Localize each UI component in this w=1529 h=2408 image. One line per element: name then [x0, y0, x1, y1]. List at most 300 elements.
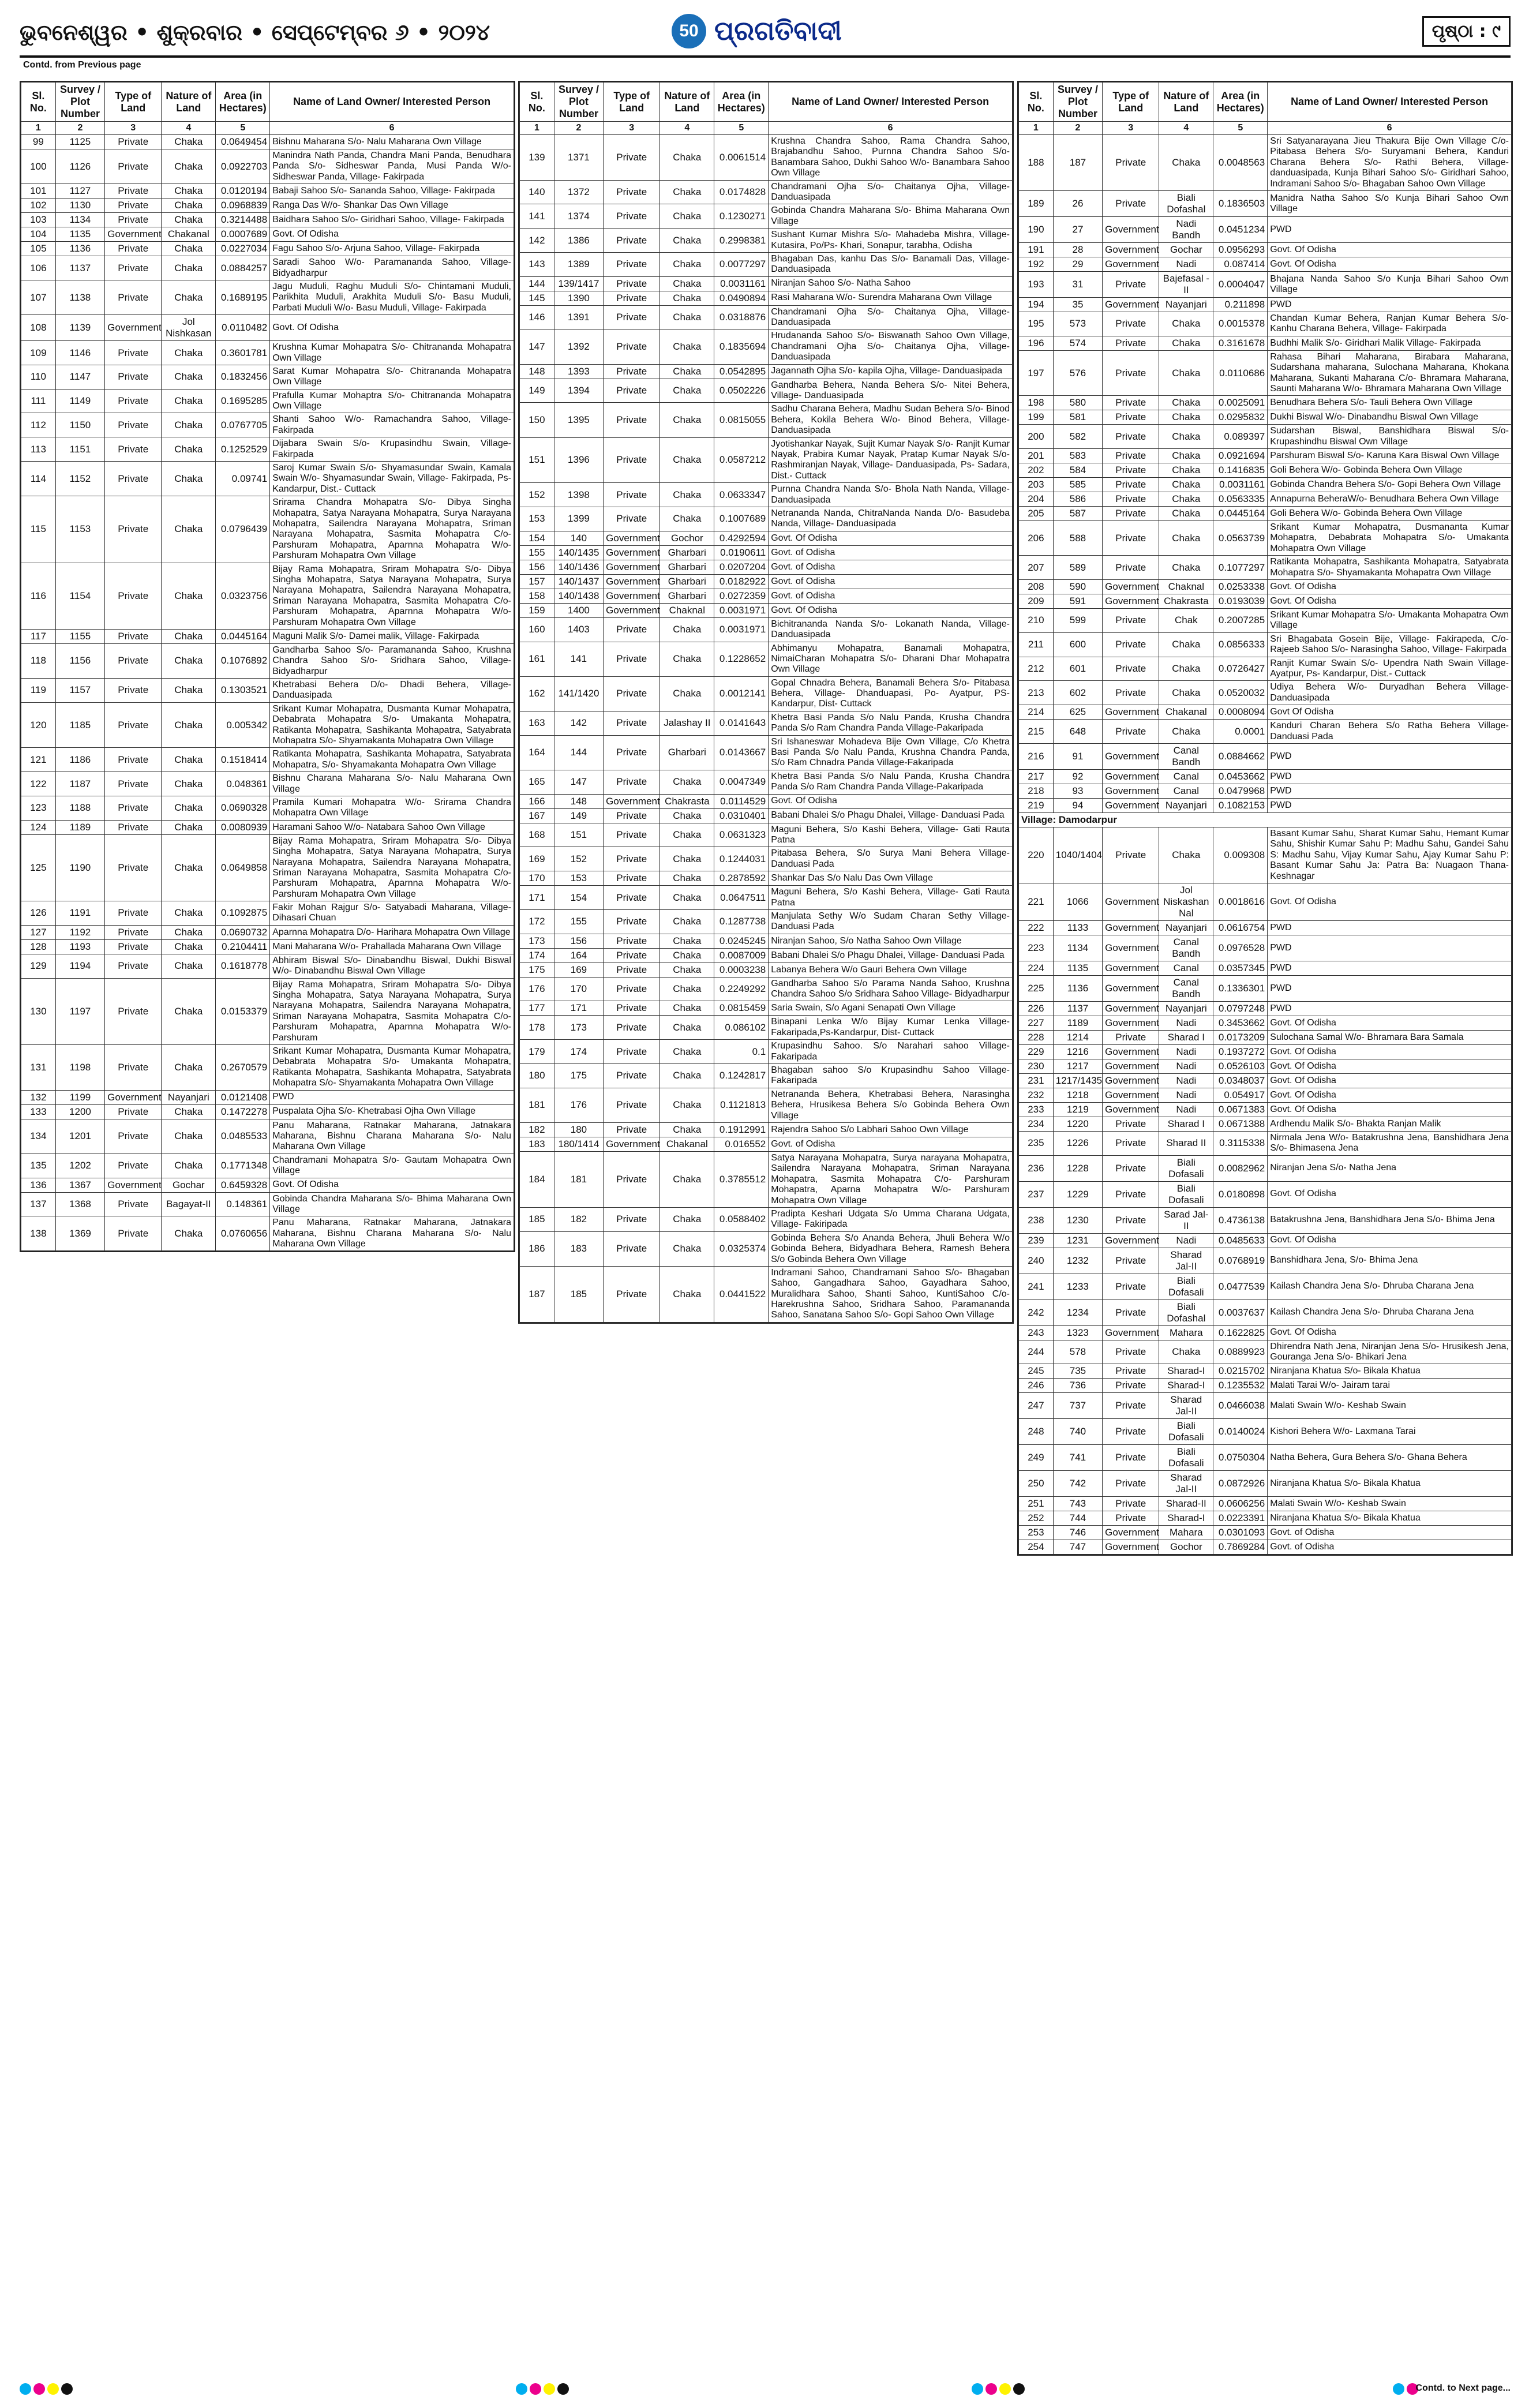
- column-number: 2: [55, 122, 104, 135]
- table-cell: 1234: [1053, 1300, 1102, 1325]
- table-cell: Government: [1103, 743, 1159, 769]
- table-cell: 0.0563739: [1213, 521, 1268, 556]
- table-cell: Prafulla Kumar Mohaptra S/o- Chitrananda Mohapatra Own Village: [270, 389, 514, 413]
- table-cell: 1190: [55, 834, 104, 901]
- table-cell: Private: [105, 280, 162, 314]
- table-cell: Private: [1103, 312, 1159, 336]
- table-cell: Bagayat-II: [162, 1192, 216, 1216]
- table-cell: Gandharba Sahoo S/o- Paramananda Sahoo, Krushna Chandra Sahoo S/o- Sridhara Sahoo, Village- Bidyadharpur: [270, 643, 514, 678]
- table-cell: Annapurna BeheraW/o- Benudhara Behera Own Village: [1268, 492, 1512, 507]
- table-cell: Private: [1103, 1131, 1159, 1155]
- table-cell: 0.0631323: [714, 823, 769, 847]
- table-cell: Private: [1103, 1471, 1159, 1497]
- table-cell: Nadi: [1159, 1073, 1213, 1088]
- table-cell: 0.0012141: [714, 676, 769, 711]
- table-cell: Government: [1103, 242, 1159, 257]
- table-cell: 581: [1053, 410, 1102, 425]
- table-row: [520, 1231, 1013, 1266]
- table-row: [520, 437, 1013, 483]
- table-cell: 174: [554, 1040, 603, 1064]
- table-cell: 105: [21, 242, 56, 256]
- table-cell: 0.0815459: [714, 1001, 769, 1016]
- table-cell: 0.1228652: [714, 642, 769, 676]
- newspaper-name: ପ୍ରଗତିବାଦୀ: [714, 15, 842, 46]
- table-cell: Private: [1103, 396, 1159, 410]
- table-cell: Chaka: [1159, 396, 1213, 410]
- table-cell: 1156: [55, 643, 104, 678]
- table-cell: 29: [1053, 257, 1102, 271]
- table-cell: 0.0325374: [714, 1231, 769, 1266]
- notification-column-1: [20, 81, 515, 1252]
- table-cell: Private: [1103, 492, 1159, 507]
- land-records-table: [1018, 82, 1512, 1555]
- column-header: Sl. No.: [21, 83, 56, 122]
- table-row: [520, 135, 1013, 181]
- table-cell: 740: [1053, 1419, 1102, 1445]
- table-cell: 147: [554, 770, 603, 794]
- table-cell: Private: [604, 437, 660, 483]
- table-cell: Sri Satyanarayana Jieu Thakura Bije Own Village C/o- Pitabasa Behera S/o- Suryamani Behera, Kanduri Charana Behera S/o- Rathi Behera, Village- danduasipada, Kunja Bihari Sahoo S/o- Giridhari Sahoo, Indramani Sahoo S/o- Bhagaban Sahoo Own Village: [1268, 135, 1512, 191]
- table-cell: Nayanjari: [1159, 798, 1213, 812]
- table-cell: Natha Behera, Gura Behera S/o- Ghana Behera: [1268, 1445, 1512, 1471]
- masthead: [672, 12, 842, 51]
- table-cell: Chaka: [162, 184, 216, 199]
- table-cell: Shankar Das S/o Nalu Das Own Village: [769, 871, 1013, 886]
- table-cell: Chaka: [1159, 681, 1213, 705]
- table-header-row: [21, 83, 514, 122]
- table-cell: Krushna Kumar Mohapatra S/o- Chitrananda Mohapatra Own Village: [270, 341, 514, 365]
- table-cell: Government: [1103, 1102, 1159, 1117]
- table-cell: 196: [1019, 336, 1054, 350]
- table-cell: Kailash Chandra Jena S/o- Dhruba Charana Jena: [1268, 1300, 1512, 1325]
- table-cell: 0.0143667: [714, 735, 769, 770]
- table-row: [21, 496, 514, 563]
- table-cell: Private: [105, 242, 162, 256]
- table-row: [1019, 1155, 1512, 1181]
- table-cell: 0.0018616: [1213, 883, 1268, 920]
- table-cell: Govt. Of Odisha: [1268, 1073, 1512, 1088]
- table-row: [1019, 705, 1512, 720]
- table-cell: Government: [604, 589, 660, 603]
- table-cell: 186: [520, 1231, 554, 1266]
- table-row: [520, 770, 1013, 794]
- table-cell: 145: [520, 291, 554, 305]
- table-cell: 0.6459328: [216, 1178, 270, 1192]
- table-cell: 26: [1053, 190, 1102, 216]
- table-cell: Canal: [1159, 784, 1213, 798]
- table-row: [520, 794, 1013, 808]
- table-cell: Gandharba Sahoo S/o Parama Nanda Sahoo, Krushna Chandra Sahoo S/o Sridhara Sahoo Village- Bidyadharpur: [769, 977, 1013, 1001]
- table-cell: 1151: [55, 437, 104, 462]
- table-cell: 0.0003238: [714, 963, 769, 977]
- table-row: [21, 954, 514, 978]
- table-cell: Chaka: [1159, 720, 1213, 744]
- table-row: [21, 1216, 514, 1251]
- table-cell: 91: [1053, 743, 1102, 769]
- table-row: [1019, 1325, 1512, 1340]
- table-row: [21, 834, 514, 901]
- table-cell: 0.0080939: [216, 820, 270, 834]
- table-cell: Gobinda Behera S/o Ananda Behera, Jhuli Behera W/o Gobinda Behera, Bidyadhara Behera, Ramesh Behera S/o Gobinda Behera Own Village: [769, 1231, 1013, 1266]
- table-cell: 0.1082153: [1213, 798, 1268, 812]
- table-cell: Private: [604, 329, 660, 364]
- table-cell: 133: [21, 1104, 56, 1119]
- table-row: [21, 1104, 514, 1119]
- table-cell: Chaka: [1159, 449, 1213, 463]
- table-cell: Chaka: [660, 329, 714, 364]
- table-cell: PWD: [1268, 935, 1512, 961]
- table-cell: 200: [1019, 425, 1054, 449]
- table-cell: Nayanjari: [1159, 920, 1213, 935]
- table-cell: Chaka: [660, 1123, 714, 1137]
- table-cell: Chaka: [660, 1207, 714, 1231]
- table-cell: Canal Bandh: [1159, 935, 1213, 961]
- table-row: [1019, 1540, 1512, 1555]
- table-cell: Sushant Kumar Mishra S/o- Mahadeba Mishra, Village- Kutasira, Po/Ps- Khari, Sonapur, tarabha, Odisha: [769, 229, 1013, 253]
- table-cell: Private: [1103, 410, 1159, 425]
- table-cell: Private: [1103, 1445, 1159, 1471]
- table-cell: 0.0451234: [1213, 216, 1268, 242]
- column-number: 6: [769, 122, 1013, 135]
- table-cell: 0.1416835: [1213, 463, 1268, 478]
- table-cell: Chak: [1159, 609, 1213, 633]
- table-cell: Chaka: [162, 679, 216, 703]
- table-cell: Goli Behera W/o- Gobinda Behera Own Village: [1268, 507, 1512, 521]
- table-row: [520, 204, 1013, 229]
- table-cell: Government: [1103, 784, 1159, 798]
- table-cell: 0.1092875: [216, 901, 270, 926]
- table-cell: 1231: [1053, 1233, 1102, 1248]
- table-cell: Malati Swain W/o- Keshab Swain: [1268, 1393, 1512, 1419]
- table-cell: 138: [21, 1216, 56, 1251]
- table-cell: 1040/1404: [1053, 827, 1102, 883]
- table-cell: 648: [1053, 720, 1102, 744]
- table-cell: Haramani Sahoo W/o- Natabara Sahoo Own Village: [270, 820, 514, 834]
- table-cell: 191: [1019, 242, 1054, 257]
- table-cell: PWD: [1268, 743, 1512, 769]
- black-mark: [1013, 2383, 1025, 2395]
- table-cell: 0.0182922: [714, 574, 769, 589]
- table-cell: Chandramani Mohapatra S/o- Gautam Mohapatra Own Village: [270, 1154, 514, 1178]
- table-cell: 1398: [554, 483, 603, 507]
- table-cell: 134: [21, 1119, 56, 1154]
- table-cell: Bishnu Charana Maharana S/o- Nalu Maharana Own Village: [270, 772, 514, 796]
- table-cell: Chaka: [1159, 425, 1213, 449]
- table-cell: 171: [554, 1001, 603, 1016]
- table-cell: Saria Swain, S/o Agani Senapati Own Village: [769, 1001, 1013, 1016]
- table-cell: 0.0008094: [1213, 705, 1268, 720]
- table-row: [1019, 1274, 1512, 1300]
- table-cell: 0.009308: [1213, 827, 1268, 883]
- table-cell: 0.0563335: [1213, 492, 1268, 507]
- table-cell: 161: [520, 642, 554, 676]
- table-cell: Chaka: [162, 1045, 216, 1091]
- table-cell: Srirama Chandra Mohapatra S/o- Dibya Singha Mohapatra, Satya Narayana Mohapatra, Surya Narayana Mohapatra, Sailendra Narayana Mohapatra, Sriman Narayana Mohapatra, Sasmita Mohapatra C/o- Parshuram Mohapatra, Aparnna Mohapatra W/o- Parshuram Mohapatra Own Village: [270, 496, 514, 563]
- table-cell: Govt. Of Odisha: [769, 531, 1013, 545]
- table-cell: 249: [1019, 1445, 1054, 1471]
- table-row: [1019, 350, 1512, 396]
- table-cell: Sharad I: [1159, 1030, 1213, 1044]
- table-cell: Private: [1103, 681, 1159, 705]
- table-row: [1019, 1073, 1512, 1088]
- table-cell: Bijay Rama Mohapatra, Sriram Mohapatra S/o- Dibya Singha Mohapatra, Satya Narayana Mohapatra, Surya Narayana Mohapatra, Sailendra Narayana Mohapatra, Sriman Narayana Mohapatra, Sasmita Mohapatra C/o- Parshuram Mohapatra, Aparnna Mohapatra W/o- Parshuram Mohapatra Own Village: [270, 834, 514, 901]
- table-cell: 0.4292594: [714, 531, 769, 545]
- column-number: 5: [1213, 122, 1268, 135]
- table-cell: Private: [1103, 1340, 1159, 1364]
- village-section-row: [1019, 812, 1512, 827]
- table-cell: Chaka: [162, 796, 216, 820]
- table-cell: 0.0690732: [216, 925, 270, 939]
- table-cell: 144: [554, 735, 603, 770]
- table-cell: Private: [105, 834, 162, 901]
- table-cell: 1200: [55, 1104, 104, 1119]
- table-cell: 197: [1019, 350, 1054, 396]
- table-row: [1019, 743, 1512, 769]
- table-cell: Chaka: [660, 483, 714, 507]
- table-cell: 0.2998381: [714, 229, 769, 253]
- table-row: [21, 149, 514, 184]
- table-cell: Private: [604, 229, 660, 253]
- table-row: [1019, 1016, 1512, 1030]
- table-cell: Private: [604, 808, 660, 823]
- table-cell: Chaka: [660, 909, 714, 934]
- table-cell: 0.0082962: [1213, 1155, 1268, 1181]
- table-cell: 0.1835694: [714, 329, 769, 364]
- table-cell: Government: [1103, 975, 1159, 1001]
- table-cell: Private: [604, 204, 660, 229]
- table-cell: 1137: [1053, 1001, 1102, 1016]
- table-cell: Private: [105, 149, 162, 184]
- table-cell: 113: [21, 437, 56, 462]
- table-cell: 251: [1019, 1497, 1054, 1511]
- table-cell: Gochar: [162, 1178, 216, 1192]
- table-cell: 190: [1019, 216, 1054, 242]
- table-cell: 0.0477539: [1213, 1274, 1268, 1300]
- table-cell: 104: [21, 227, 56, 242]
- table-cell: 216: [1019, 743, 1054, 769]
- table-cell: 0.0921694: [1213, 449, 1268, 463]
- table-row: [520, 1088, 1013, 1122]
- table-cell: Chaka: [162, 772, 216, 796]
- table-cell: Private: [1103, 336, 1159, 350]
- table-cell: 160: [520, 617, 554, 642]
- table-row: [1019, 883, 1512, 920]
- table-cell: 245: [1019, 1364, 1054, 1379]
- table-cell: 213: [1019, 681, 1054, 705]
- cyan-mark: [972, 2383, 983, 2395]
- column-number: 4: [660, 122, 714, 135]
- table-cell: 235: [1019, 1131, 1054, 1155]
- table-cell: PWD: [1268, 798, 1512, 812]
- table-row: [520, 291, 1013, 305]
- page-number: ପୃଷ୍ଠା : ୯: [1422, 16, 1511, 47]
- table-cell: Government: [1103, 1540, 1159, 1555]
- table-cell: Private: [105, 365, 162, 389]
- table-cell: 209: [1019, 594, 1054, 609]
- table-cell: 1232: [1053, 1248, 1102, 1274]
- table-cell: Shanti Sahoo W/o- Ramachandra Sahoo, Village- Fakirpada: [270, 413, 514, 437]
- table-cell: 746: [1053, 1526, 1102, 1540]
- table-cell: PWD: [1268, 975, 1512, 1001]
- table-cell: Chaka: [660, 204, 714, 229]
- table-cell: Govt. Of Odisha: [769, 603, 1013, 617]
- table-cell: 220: [1019, 827, 1054, 883]
- table-cell: Private: [105, 413, 162, 437]
- table-row: [21, 413, 514, 437]
- table-row: [1019, 257, 1512, 271]
- table-cell: 1400: [554, 603, 603, 617]
- table-cell: Maguni Malik S/o- Damei malik, Village- Fakirpada: [270, 629, 514, 643]
- table-cell: Chaka: [660, 437, 714, 483]
- table-cell: 0.1336301: [1213, 975, 1268, 1001]
- table-cell: Private: [1103, 1155, 1159, 1181]
- table-cell: 0.1771348: [216, 1154, 270, 1178]
- table-cell: Ratikanta Mohapatra, Sashikanta Mohapatra, Satyabrata Mohapatra S/o- Shyamakanta Mohapatra Own Village: [1268, 556, 1512, 580]
- table-cell: 0.0922703: [216, 149, 270, 184]
- table-cell: 736: [1053, 1379, 1102, 1393]
- table-cell: Private: [604, 252, 660, 276]
- color-registration-marks: [972, 2383, 1025, 2395]
- table-cell: Khetrabasi Behera D/o- Dhadi Behera, Village- Danduasipada: [270, 679, 514, 703]
- table-cell: Chaka: [1159, 507, 1213, 521]
- table-cell: 1155: [55, 629, 104, 643]
- continued-from-label: Contd. from Previous page: [23, 60, 141, 70]
- table-cell: Private: [604, 871, 660, 886]
- table-cell: PWD: [1268, 216, 1512, 242]
- table-cell: Private: [1103, 1511, 1159, 1526]
- table-cell: 583: [1053, 449, 1102, 463]
- table-row: [520, 676, 1013, 711]
- table-cell: Private: [1103, 478, 1159, 492]
- table-cell: 148: [520, 364, 554, 379]
- table-cell: 744: [1053, 1511, 1102, 1526]
- column-header: Name of Land Owner/ Interested Person: [1268, 83, 1512, 122]
- table-row: [520, 1137, 1013, 1152]
- table-cell: Private: [105, 1192, 162, 1216]
- table-cell: 0.0110482: [216, 315, 270, 341]
- table-cell: Netrananda Behera, Khetrabasi Behera, Narasingha Behera, Hrusikesa Behera S/o Gobinda Behera Own Village: [769, 1088, 1013, 1122]
- table-cell: Chakanal: [660, 1137, 714, 1152]
- table-cell: 118: [21, 643, 56, 678]
- table-cell: Private: [604, 276, 660, 291]
- table-row: [520, 1207, 1013, 1231]
- table-cell: 0.0207204: [714, 560, 769, 574]
- table-cell: Chaka: [660, 305, 714, 329]
- table-cell: Private: [1103, 1181, 1159, 1207]
- table-row: [1019, 492, 1512, 507]
- table-cell: 0.0588402: [714, 1207, 769, 1231]
- table-cell: Chaka: [1159, 410, 1213, 425]
- table-cell: Chaka: [162, 1104, 216, 1119]
- table-row: [520, 1123, 1013, 1137]
- table-cell: 1391: [554, 305, 603, 329]
- table-cell: Govt. Of Odisha: [1268, 580, 1512, 594]
- table-cell: 181: [520, 1088, 554, 1122]
- table-cell: 1233: [1053, 1274, 1102, 1300]
- table-cell: Gharbari: [660, 545, 714, 560]
- table-cell: Babaji Sahoo S/o- Sananda Sahoo, Village- Fakirpada: [270, 184, 514, 199]
- table-cell: 128: [21, 939, 56, 954]
- table-cell: Govt. Of Odisha: [1268, 1102, 1512, 1117]
- table-cell: 0.0153379: [216, 978, 270, 1044]
- table-cell: 243: [1019, 1325, 1054, 1340]
- table-cell: 0.054917: [1213, 1088, 1268, 1102]
- table-cell: 139/1417: [554, 276, 603, 291]
- table-cell: Rahasa Bihari Maharana, Birabara Maharana, Sudarshana maharana, Sulochana Maharana, Khokana Maharana, Sukanti Maharana C/o- Bhramara Maharana, Saunti Maharana W/o- Bhramara Maharana Own Village: [1268, 350, 1512, 396]
- table-cell: 148: [554, 794, 603, 808]
- table-cell: 0.3785512: [714, 1152, 769, 1208]
- table-row: [21, 1090, 514, 1104]
- table-cell: Gharbari: [660, 589, 714, 603]
- table-cell: 0.3115338: [1213, 1131, 1268, 1155]
- table-cell: 0.2104411: [216, 939, 270, 954]
- table-cell: Private: [1103, 1117, 1159, 1131]
- table-cell: 124: [21, 820, 56, 834]
- table-cell: 580: [1053, 396, 1102, 410]
- table-cell: Private: [1103, 556, 1159, 580]
- table-cell: 1185: [55, 702, 104, 748]
- table-cell: 198: [1019, 396, 1054, 410]
- table-row: [1019, 681, 1512, 705]
- table-row: [520, 531, 1013, 545]
- table-cell: 169: [554, 963, 603, 977]
- table-cell: Biali Dofasali: [1159, 1419, 1213, 1445]
- table-cell: Chaka: [660, 403, 714, 437]
- table-cell: 0.09741: [216, 462, 270, 496]
- table-cell: 0.0671383: [1213, 1102, 1268, 1117]
- table-cell: Private: [604, 180, 660, 204]
- table-cell: 187: [1053, 135, 1102, 191]
- table-cell: 1392: [554, 329, 603, 364]
- table-cell: Govt. Of Odisha: [1268, 594, 1512, 609]
- table-cell: Srikant Kumar Mohapatra, Dusmanta Kumar Mohapatra, Debabrata Mohapatra S/o- Umakanta Mohapatra, Ratikanta Mohapatra, Sashikanta Mohapatra, Satyabrata Mohapatra S/o- Shyamakanta Mohapatra Own Village: [270, 1045, 514, 1091]
- table-cell: 175: [520, 963, 554, 977]
- column-number: 4: [162, 122, 216, 135]
- table-cell: Private: [604, 483, 660, 507]
- table-cell: 151: [520, 437, 554, 483]
- column-number: 5: [216, 122, 270, 135]
- table-cell: 0.0526103: [1213, 1059, 1268, 1073]
- table-cell: Govt. Of Odisha: [1268, 257, 1512, 271]
- table-cell: Government: [604, 794, 660, 808]
- table-cell: Chaka: [1159, 312, 1213, 336]
- table-cell: Private: [604, 1152, 660, 1208]
- column-number: 1: [1019, 122, 1054, 135]
- table-cell: Private: [1103, 827, 1159, 883]
- table-cell: Chaka: [162, 213, 216, 227]
- table-cell: 236: [1019, 1155, 1054, 1181]
- column-number: 3: [604, 122, 660, 135]
- table-cell: Nadi: [1159, 1059, 1213, 1073]
- table-cell: 194: [1019, 297, 1054, 312]
- table-cell: Chandramani Ojha S/o- Chaitanya Ojha, Village- Danduasipada: [769, 305, 1013, 329]
- table-cell: Niranjan Sahoo, S/o Natha Sahoo Own Village: [769, 934, 1013, 948]
- table-cell: 225: [1019, 975, 1054, 1001]
- table-row: [21, 135, 514, 149]
- table-cell: Bajefasal - II: [1159, 271, 1213, 297]
- table-cell: 0.2878592: [714, 871, 769, 886]
- table-cell: Private: [1103, 425, 1159, 449]
- table-row: [1019, 580, 1512, 594]
- table-cell: 176: [554, 1088, 603, 1122]
- table-cell: Chaka: [660, 291, 714, 305]
- table-cell: 188: [1019, 135, 1054, 191]
- table-cell: Sharad I: [1159, 1117, 1213, 1131]
- table-cell: 221: [1019, 883, 1054, 920]
- column-number: 2: [1053, 122, 1102, 135]
- table-cell: 1134: [1053, 935, 1102, 961]
- column-number: 6: [1268, 122, 1512, 135]
